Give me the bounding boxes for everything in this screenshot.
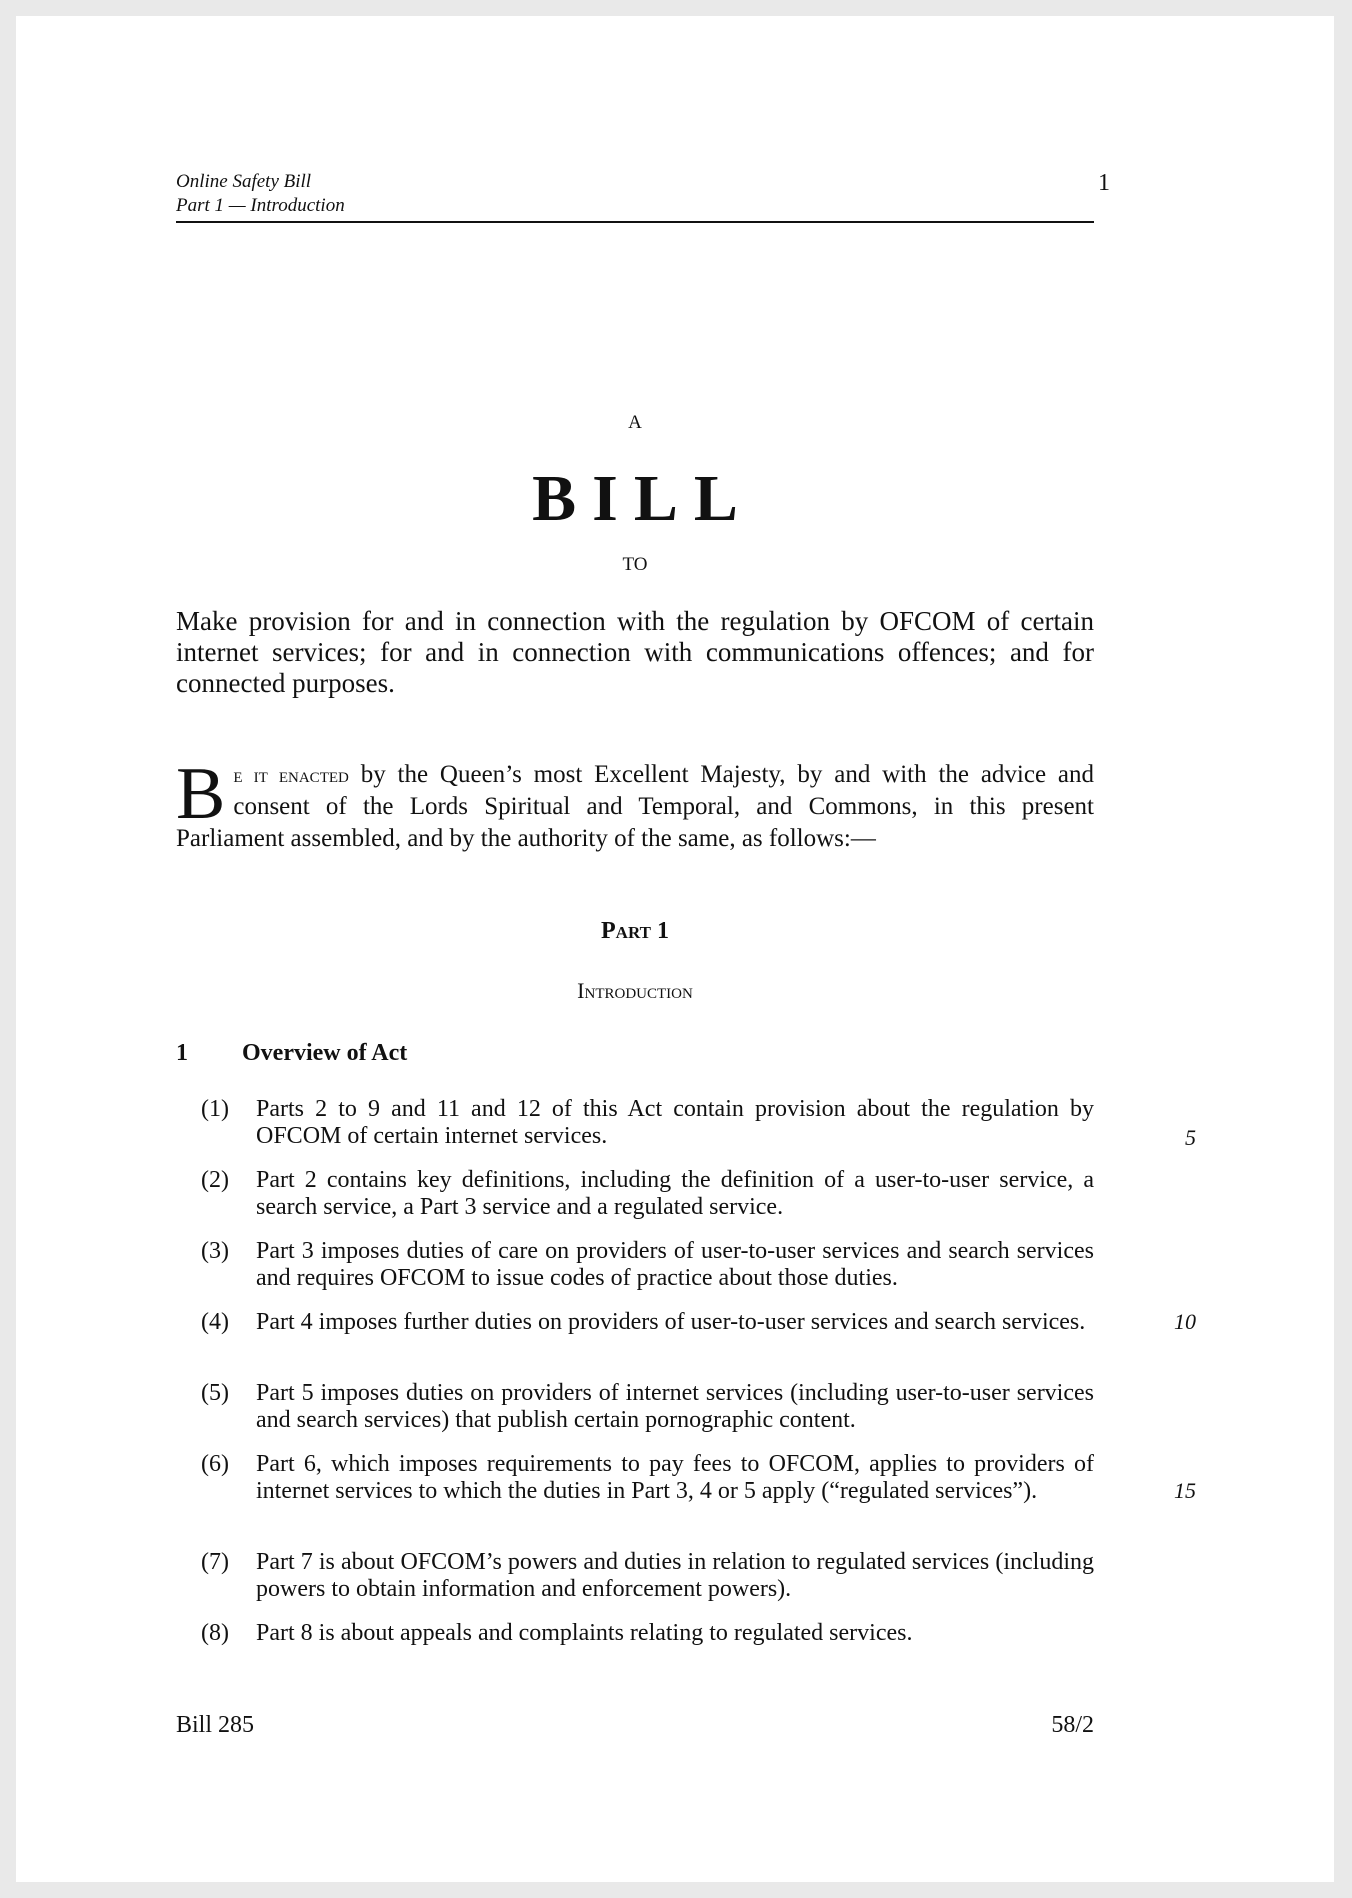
subsection-number: (2) <box>201 1167 229 1193</box>
subsection-text: Part 5 imposes duties on providers of internet services (including user-to-user services and search services) that publish certain pornographic content. <box>256 1380 1094 1433</box>
header-title: Online Safety Bill <box>176 171 312 192</box>
document-page <box>16 16 1334 1882</box>
subsection-number: (7) <box>201 1549 229 1575</box>
heading-to: TO <box>622 554 648 575</box>
subsection-text: Part 3 imposes duties of care on providers of user-to-user services and search services and requires OFCOM to issue codes of practice about those duties. <box>256 1238 1094 1291</box>
subsection-text: Part 8 is about appeals and complaints relating to regulated services. <box>256 1620 913 1646</box>
subsection-text: Part 6, which imposes requirements to pay fees to OFCOM, applies to providers of internet services to which the duties in Part 3, 4 or 5 apply (“regulated services”). <box>256 1451 1094 1504</box>
line-number: 5 <box>1185 1125 1196 1150</box>
subsection-number: (6) <box>201 1451 229 1477</box>
section-title: Overview of Act <box>242 1040 408 1066</box>
subsection-number: (8) <box>201 1620 229 1646</box>
header-rule <box>176 221 1094 223</box>
subsection-text: Part 2 contains key definitions, including the definition of a user-to-user service, a search service, a Part 3 service and a regulated service. <box>256 1167 1094 1220</box>
section-number: 1 <box>176 1040 188 1066</box>
enacting-smallcaps: e it enacted <box>233 762 349 787</box>
enacting-text: by the Queen’s most Excellent Majesty, by and with the advice and consent of the Lords Spiritual and Temporal, and Commons, in this present Parliament assembled, and by the authority of the same, as follows:— <box>176 761 1094 852</box>
heading-bill: BILL <box>532 462 754 535</box>
subsection-text: Part 4 imposes further duties on providers of user-to-user services and search services. <box>256 1309 1086 1335</box>
line-number: 15 <box>1174 1478 1196 1503</box>
subsection-number: (4) <box>201 1309 229 1335</box>
bill-number: Bill 285 <box>176 1712 255 1738</box>
session-code: 58/2 <box>1051 1712 1094 1738</box>
subsection-number: (1) <box>201 1096 229 1122</box>
subsection-number: (5) <box>201 1380 229 1406</box>
part-title: Introduction <box>577 978 693 1003</box>
header-subtitle: Part 1 — Introduction <box>176 195 345 216</box>
enacting-formula <box>176 753 1094 855</box>
long-title: Make provision for and in connection with the regulation by OFCOM of certain internet services; for and in connection with communications offences; and for connected purposes. <box>176 606 1094 698</box>
drop-cap: B <box>176 753 226 835</box>
subsection-number: (3) <box>201 1238 229 1264</box>
line-number: 10 <box>1174 1309 1196 1334</box>
part-number: Part 1 <box>601 918 669 944</box>
page-number: 1 <box>1098 170 1110 196</box>
subsection-text: Parts 2 to 9 and 11 and 12 of this Act contain provision about the regulation by OFCOM of certain internet services. <box>256 1096 1094 1149</box>
running-header <box>176 170 345 218</box>
heading-a: A <box>628 412 642 433</box>
subsection-text: Part 7 is about OFCOM’s powers and duties in relation to regulated services (including powers to obtain information and enforcement powers). <box>256 1549 1094 1602</box>
